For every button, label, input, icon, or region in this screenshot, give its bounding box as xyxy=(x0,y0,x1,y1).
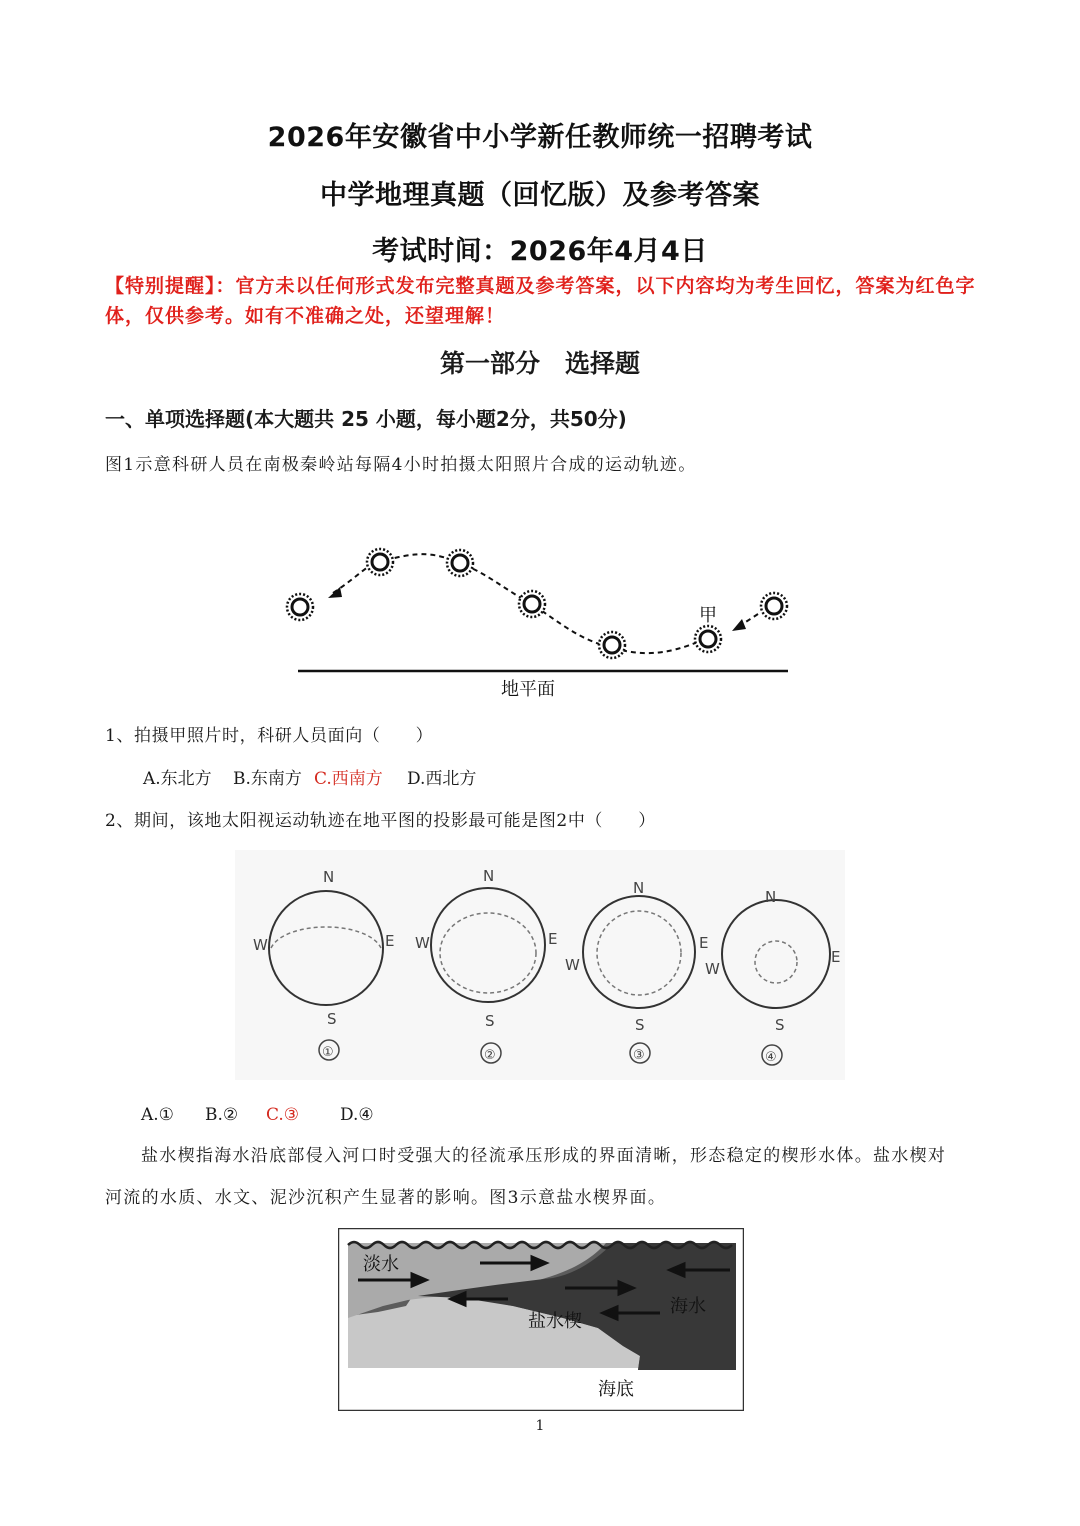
svg-text:③: ③ xyxy=(633,1048,645,1063)
svg-text:S: S xyxy=(775,1016,785,1034)
arrow-left xyxy=(328,587,342,598)
title-line-1: 2026年安徽省中小学新任教师统一招聘考试 xyxy=(267,122,813,153)
label-sea-water: 海水 xyxy=(670,1296,706,1317)
q2-option-b: B.② xyxy=(205,1105,239,1125)
svg-text:N: N xyxy=(765,888,777,906)
svg-text:N: N xyxy=(323,868,335,886)
notice-label: 【特别提醒】 xyxy=(105,275,216,297)
label-fresh-water: 淡水 xyxy=(363,1254,399,1275)
figure1-sun-path xyxy=(270,535,810,705)
q1-option-a: A.东北方 xyxy=(143,769,212,789)
q2-option-c-answer: C.③ xyxy=(266,1105,300,1125)
svg-text:E: E xyxy=(699,934,709,952)
svg-text:W: W xyxy=(253,936,268,954)
svg-text:W: W xyxy=(415,934,430,952)
q2-option-d: D.④ xyxy=(340,1105,374,1125)
exam-time: 考试时间：2026年4月4日 xyxy=(372,236,708,267)
svg-text:S: S xyxy=(327,1010,337,1028)
title-line-2: 中学地理真题（回忆版）及参考答案 xyxy=(320,180,760,211)
q1-option-c-answer: C.西南方 xyxy=(314,769,383,789)
label-salt-wedge: 盐水楔 xyxy=(528,1311,582,1332)
svg-text:②: ② xyxy=(484,1048,496,1063)
sun-icon xyxy=(287,594,313,620)
q1-option-d: D.西北方 xyxy=(407,769,477,789)
q1-option-b: B.东南方 xyxy=(233,769,302,789)
figure2-projections xyxy=(235,850,845,1080)
sun-icon xyxy=(447,550,473,576)
part-title: 第一部分 选择题 xyxy=(439,349,640,378)
sun-icon xyxy=(519,591,545,617)
section-title: 一、单项选择题(本大题共 25 小题，每小题2分，共50分) xyxy=(105,407,627,431)
label-horizon: 地平面 xyxy=(501,679,555,700)
q2-option-a: A.① xyxy=(141,1105,174,1125)
figure3-intro-line1: 盐水楔指海水沿底部侵入河口时受强大的径流承压形成的界面清晰，形态稳定的楔形水体。盐水楔对 xyxy=(141,1146,947,1166)
svg-text:W: W xyxy=(565,956,580,974)
svg-text:④: ④ xyxy=(765,1050,777,1065)
sun-icon-jia xyxy=(695,626,721,652)
page-number: 1 xyxy=(535,1418,545,1434)
svg-text:E: E xyxy=(831,948,841,966)
label-seabed: 海底 xyxy=(598,1379,634,1400)
special-notice xyxy=(105,271,985,331)
svg-text:E: E xyxy=(548,930,558,948)
svg-text:N: N xyxy=(483,867,495,885)
svg-text:S: S xyxy=(485,1012,495,1030)
sun-icon xyxy=(599,632,625,658)
figure3-intro-line2: 河流的水质、水文、泥沙沉积产生显著的影响。图3示意盐水楔界面。 xyxy=(105,1188,667,1208)
figure3-salt-wedge xyxy=(338,1228,744,1411)
question-1-stem: 1、拍摄甲照片时，科研人员面向（ ） xyxy=(105,726,434,746)
svg-text:S: S xyxy=(635,1016,645,1034)
label-jia: 甲 xyxy=(699,605,717,626)
svg-text:①: ① xyxy=(322,1045,334,1060)
arrow-right xyxy=(732,619,746,631)
sun-icon xyxy=(367,549,393,575)
svg-text:E: E xyxy=(385,932,395,950)
notice-text: ：官方未以任何形式发布完整真题及参考答案，以下内容均为考生回忆，答案为红色字体，仅供参考。如有不准确之处，还望理解！ xyxy=(105,275,976,327)
figure1-intro: 图1示意科研人员在南极秦岭站每隔4小时拍摄太阳照片合成的运动轨迹。 xyxy=(105,455,697,475)
svg-text:N: N xyxy=(633,879,645,897)
sun-icon xyxy=(761,593,787,619)
svg-text:W: W xyxy=(705,960,720,978)
question-2-stem: 2、期间，该地太阳视运动轨迹在地平图的投影最可能是图2中（ ） xyxy=(105,811,656,831)
